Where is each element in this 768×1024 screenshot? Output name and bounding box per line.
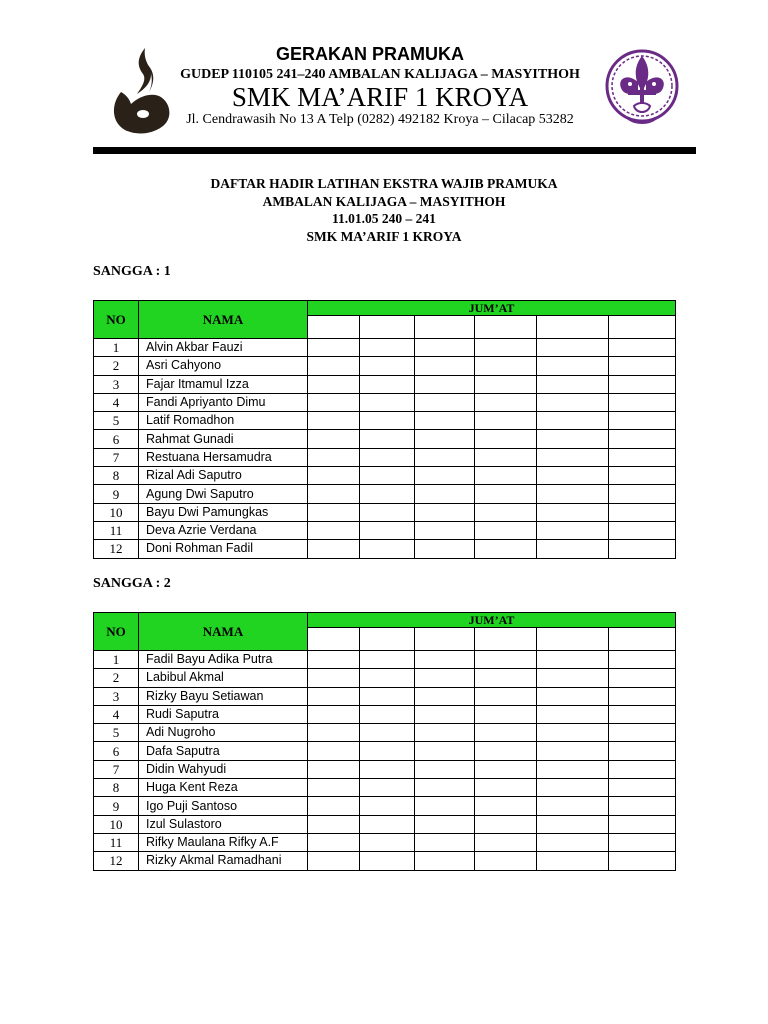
sangga2-attendance-table bbox=[93, 612, 676, 871]
attendance-cell[interactable] bbox=[360, 412, 415, 430]
attendance-cell[interactable] bbox=[537, 521, 609, 539]
attendance-cell[interactable] bbox=[609, 815, 676, 833]
table-row bbox=[94, 687, 676, 705]
attendance-cell[interactable] bbox=[475, 705, 537, 723]
attendance-cell[interactable] bbox=[475, 430, 537, 448]
member-name: Izul Sulastoro bbox=[139, 815, 308, 833]
attendance-cell[interactable] bbox=[609, 669, 676, 687]
table-row bbox=[94, 485, 676, 503]
member-name: Rizky Bayu Setiawan bbox=[139, 687, 308, 705]
row-number: 9 bbox=[94, 797, 139, 815]
attendance-cell[interactable] bbox=[360, 393, 415, 411]
attendance-cell[interactable] bbox=[308, 724, 360, 742]
attendance-cell[interactable] bbox=[308, 485, 360, 503]
attendance-cell[interactable] bbox=[308, 448, 360, 466]
member-name: Restuana Hersamudra bbox=[139, 448, 308, 466]
attendance-cell[interactable] bbox=[475, 467, 537, 485]
attendance-cell[interactable] bbox=[415, 779, 475, 797]
table-row bbox=[94, 724, 676, 742]
date-cell[interactable] bbox=[308, 628, 360, 651]
date-cell[interactable] bbox=[360, 316, 415, 339]
attendance-cell[interactable] bbox=[415, 521, 475, 539]
attendance-cell[interactable] bbox=[537, 503, 609, 521]
attendance-cell[interactable] bbox=[360, 815, 415, 833]
attendance-cell[interactable] bbox=[475, 339, 537, 357]
row-number: 7 bbox=[94, 760, 139, 778]
row-number: 3 bbox=[94, 375, 139, 393]
attendance-cell[interactable] bbox=[308, 815, 360, 833]
attendance-cell[interactable] bbox=[609, 742, 676, 760]
table-row bbox=[94, 779, 676, 797]
attendance-cell[interactable] bbox=[360, 669, 415, 687]
table-row bbox=[94, 393, 676, 411]
attendance-cell[interactable] bbox=[308, 760, 360, 778]
attendance-cell[interactable] bbox=[537, 357, 609, 375]
row-number: 9 bbox=[94, 485, 139, 503]
attendance-cell[interactable] bbox=[537, 393, 609, 411]
attendance-cell[interactable] bbox=[360, 833, 415, 851]
attendance-cell[interactable] bbox=[360, 375, 415, 393]
attendance-cell[interactable] bbox=[308, 357, 360, 375]
col-header-nama: NAMA bbox=[139, 301, 308, 339]
attendance-cell[interactable] bbox=[308, 651, 360, 669]
attendance-cell[interactable] bbox=[415, 448, 475, 466]
attendance-cell[interactable] bbox=[360, 430, 415, 448]
attendance-cell[interactable] bbox=[537, 742, 609, 760]
date-cell[interactable] bbox=[360, 628, 415, 651]
sangga1-label: SANGGA : 1 bbox=[93, 264, 171, 279]
row-number: 1 bbox=[94, 651, 139, 669]
member-name: Fandi Apriyanto Dimu bbox=[139, 393, 308, 411]
attendance-cell[interactable] bbox=[415, 760, 475, 778]
attendance-cell[interactable] bbox=[360, 521, 415, 539]
table-row bbox=[94, 339, 676, 357]
attendance-cell[interactable] bbox=[609, 724, 676, 742]
attendance-cell[interactable] bbox=[475, 540, 537, 558]
member-name: Rudi Saputra bbox=[139, 705, 308, 723]
attendance-cell[interactable] bbox=[308, 339, 360, 357]
attendance-cell[interactable] bbox=[609, 412, 676, 430]
attendance-cell[interactable] bbox=[475, 833, 537, 851]
attendance-cell[interactable] bbox=[537, 815, 609, 833]
attendance-cell[interactable] bbox=[537, 705, 609, 723]
attendance-cell[interactable] bbox=[360, 687, 415, 705]
col-header-no: NO bbox=[94, 613, 139, 651]
table-row bbox=[94, 467, 676, 485]
row-number: 12 bbox=[94, 852, 139, 870]
attendance-cell[interactable] bbox=[308, 669, 360, 687]
table-row bbox=[94, 503, 676, 521]
attendance-cell[interactable] bbox=[475, 687, 537, 705]
attendance-cell[interactable] bbox=[537, 375, 609, 393]
attendance-cell[interactable] bbox=[360, 485, 415, 503]
attendance-cell[interactable] bbox=[415, 705, 475, 723]
attendance-cell[interactable] bbox=[475, 779, 537, 797]
attendance-cell[interactable] bbox=[609, 797, 676, 815]
member-name: Labibul Akmal bbox=[139, 669, 308, 687]
date-cell[interactable] bbox=[415, 316, 475, 339]
attendance-cell[interactable] bbox=[415, 412, 475, 430]
attendance-cell[interactable] bbox=[415, 815, 475, 833]
row-number: 11 bbox=[94, 833, 139, 851]
attendance-cell[interactable] bbox=[537, 687, 609, 705]
attendance-cell[interactable] bbox=[609, 687, 676, 705]
attendance-cell[interactable] bbox=[609, 339, 676, 357]
member-name: Doni Rohman Fadil bbox=[139, 540, 308, 558]
attendance-cell[interactable] bbox=[415, 357, 475, 375]
col-header-jumat: JUM’AT bbox=[308, 301, 676, 316]
attendance-cell[interactable] bbox=[475, 669, 537, 687]
attendance-cell[interactable] bbox=[609, 852, 676, 870]
attendance-cell[interactable] bbox=[475, 651, 537, 669]
attendance-cell[interactable] bbox=[360, 540, 415, 558]
attendance-cell[interactable] bbox=[308, 540, 360, 558]
sangga2-label: SANGGA : 2 bbox=[93, 576, 171, 591]
attendance-cell[interactable] bbox=[537, 797, 609, 815]
attendance-cell[interactable] bbox=[537, 485, 609, 503]
attendance-cell[interactable] bbox=[475, 485, 537, 503]
attendance-cell[interactable] bbox=[360, 503, 415, 521]
member-name: Asri Cahyono bbox=[139, 357, 308, 375]
row-number: 11 bbox=[94, 521, 139, 539]
attendance-cell[interactable] bbox=[537, 724, 609, 742]
row-number: 5 bbox=[94, 724, 139, 742]
member-name: Rahmat Gunadi bbox=[139, 430, 308, 448]
attendance-cell[interactable] bbox=[308, 375, 360, 393]
table-row bbox=[94, 742, 676, 760]
attendance-cell[interactable] bbox=[308, 742, 360, 760]
attendance-cell[interactable] bbox=[415, 833, 475, 851]
org-name: GERAKAN PRAMUKA bbox=[276, 44, 464, 64]
attendance-cell[interactable] bbox=[308, 393, 360, 411]
attendance-cell[interactable] bbox=[415, 393, 475, 411]
attendance-cell[interactable] bbox=[308, 467, 360, 485]
member-name: Rizal Adi Saputro bbox=[139, 467, 308, 485]
attendance-cell[interactable] bbox=[609, 485, 676, 503]
table-row bbox=[94, 760, 676, 778]
attendance-cell[interactable] bbox=[609, 540, 676, 558]
gudep-line: GUDEP 110105 241–240 AMBALAN KALIJAGA – MASYITHOH bbox=[180, 67, 580, 82]
school-name: SMK MA’ARIF 1 KROYA bbox=[231, 82, 529, 112]
attendance-cell[interactable] bbox=[609, 503, 676, 521]
member-name: Fadil Bayu Adika Putra bbox=[139, 651, 308, 669]
attendance-cell[interactable] bbox=[537, 760, 609, 778]
attendance-cell[interactable] bbox=[475, 412, 537, 430]
attendance-cell[interactable] bbox=[360, 852, 415, 870]
attendance-cell[interactable] bbox=[609, 521, 676, 539]
attendance-cell[interactable] bbox=[537, 852, 609, 870]
table-row bbox=[94, 412, 676, 430]
attendance-cell[interactable] bbox=[360, 339, 415, 357]
attendance-cell[interactable] bbox=[537, 669, 609, 687]
table-row bbox=[94, 357, 676, 375]
date-cell[interactable] bbox=[475, 628, 537, 651]
attendance-cell[interactable] bbox=[308, 412, 360, 430]
attendance-cell[interactable] bbox=[415, 503, 475, 521]
table-row bbox=[94, 797, 676, 815]
attendance-cell[interactable] bbox=[360, 779, 415, 797]
attendance-cell[interactable] bbox=[537, 651, 609, 669]
attendance-cell[interactable] bbox=[415, 430, 475, 448]
attendance-cell[interactable] bbox=[308, 430, 360, 448]
attendance-cell[interactable] bbox=[415, 651, 475, 669]
attendance-cell[interactable] bbox=[308, 503, 360, 521]
date-cell[interactable] bbox=[308, 316, 360, 339]
row-number: 10 bbox=[94, 815, 139, 833]
attendance-cell[interactable] bbox=[475, 852, 537, 870]
member-name: Deva Azrie Verdana bbox=[139, 521, 308, 539]
member-name: Igo Puji Santoso bbox=[139, 797, 308, 815]
attendance-cell[interactable] bbox=[308, 779, 360, 797]
attendance-cell[interactable] bbox=[360, 651, 415, 669]
attendance-cell[interactable] bbox=[609, 430, 676, 448]
attendance-cell[interactable] bbox=[308, 797, 360, 815]
doc-title-line3: 11.01.05 240 – 241 bbox=[332, 211, 436, 226]
col-header-nama: NAMA bbox=[139, 613, 308, 651]
date-cell[interactable] bbox=[537, 628, 609, 651]
table-row bbox=[94, 521, 676, 539]
attendance-cell[interactable] bbox=[537, 448, 609, 466]
row-number: 4 bbox=[94, 393, 139, 411]
attendance-cell[interactable] bbox=[537, 339, 609, 357]
member-name: Alvin Akbar Fauzi bbox=[139, 339, 308, 357]
row-number: 6 bbox=[94, 430, 139, 448]
member-name: Bayu Dwi Pamungkas bbox=[139, 503, 308, 521]
member-name: Didin Wahyudi bbox=[139, 760, 308, 778]
attendance-cell[interactable] bbox=[308, 833, 360, 851]
attendance-cell[interactable] bbox=[360, 742, 415, 760]
row-number: 12 bbox=[94, 540, 139, 558]
attendance-cell[interactable] bbox=[537, 833, 609, 851]
row-number: 10 bbox=[94, 503, 139, 521]
col-header-no: NO bbox=[94, 301, 139, 339]
row-number: 5 bbox=[94, 412, 139, 430]
row-number: 4 bbox=[94, 705, 139, 723]
table-row bbox=[94, 430, 676, 448]
attendance-cell[interactable] bbox=[360, 467, 415, 485]
attendance-cell[interactable] bbox=[308, 687, 360, 705]
attendance-cell[interactable] bbox=[475, 375, 537, 393]
attendance-cell[interactable] bbox=[415, 467, 475, 485]
member-name: Rizky Akmal Ramadhani bbox=[139, 852, 308, 870]
attendance-cell[interactable] bbox=[475, 503, 537, 521]
date-cell[interactable] bbox=[537, 316, 609, 339]
attendance-cell[interactable] bbox=[537, 779, 609, 797]
attendance-cell[interactable] bbox=[475, 393, 537, 411]
attendance-cell[interactable] bbox=[609, 833, 676, 851]
member-name: Dafa Saputra bbox=[139, 742, 308, 760]
attendance-cell[interactable] bbox=[415, 687, 475, 705]
attendance-cell[interactable] bbox=[475, 815, 537, 833]
attendance-cell[interactable] bbox=[609, 393, 676, 411]
scout-fleur-de-lis-icon bbox=[604, 44, 680, 130]
attendance-cell[interactable] bbox=[609, 651, 676, 669]
attendance-cell[interactable] bbox=[415, 742, 475, 760]
table-row bbox=[94, 852, 676, 870]
doc-title-line4: SMK MA’ARIF 1 KROYA bbox=[306, 229, 462, 244]
table-row bbox=[94, 815, 676, 833]
table-row bbox=[94, 705, 676, 723]
attendance-cell[interactable] bbox=[360, 705, 415, 723]
attendance-cell[interactable] bbox=[609, 467, 676, 485]
table-row bbox=[94, 448, 676, 466]
attendance-cell[interactable] bbox=[609, 705, 676, 723]
attendance-cell[interactable] bbox=[475, 797, 537, 815]
col-header-jumat: JUM’AT bbox=[308, 613, 676, 628]
attendance-cell[interactable] bbox=[308, 705, 360, 723]
attendance-cell[interactable] bbox=[475, 357, 537, 375]
attendance-cell[interactable] bbox=[537, 467, 609, 485]
doc-title-line2: AMBALAN KALIJAGA – MASYITHOH bbox=[262, 194, 506, 209]
attendance-cell[interactable] bbox=[415, 540, 475, 558]
row-number: 8 bbox=[94, 779, 139, 797]
table-row bbox=[94, 651, 676, 669]
row-number: 2 bbox=[94, 669, 139, 687]
attendance-cell[interactable] bbox=[609, 448, 676, 466]
attendance-cell[interactable] bbox=[308, 521, 360, 539]
attendance-cell[interactable] bbox=[415, 724, 475, 742]
header-divider bbox=[93, 147, 696, 154]
row-number: 1 bbox=[94, 339, 139, 357]
attendance-cell[interactable] bbox=[609, 760, 676, 778]
attendance-cell[interactable] bbox=[537, 412, 609, 430]
member-name: Rifky Maulana Rifky A.F bbox=[139, 833, 308, 851]
attendance-cell[interactable] bbox=[360, 357, 415, 375]
attendance-cell[interactable] bbox=[308, 852, 360, 870]
attendance-cell[interactable] bbox=[415, 339, 475, 357]
member-name: Latif Romadhon bbox=[139, 412, 308, 430]
date-cell[interactable] bbox=[609, 316, 676, 339]
sangga1-attendance-table bbox=[93, 300, 676, 559]
row-number: 7 bbox=[94, 448, 139, 466]
date-cell[interactable] bbox=[415, 628, 475, 651]
row-number: 6 bbox=[94, 742, 139, 760]
doc-title-line1: DAFTAR HADIR LATIHAN EKSTRA WAJIB PRAMUKA bbox=[210, 176, 558, 191]
attendance-cell[interactable] bbox=[360, 797, 415, 815]
school-address: Jl. Cendrawasih No 13 A Telp (0282) 492182 Kroya – Cilacap 53282 bbox=[186, 112, 574, 127]
attendance-cell[interactable] bbox=[609, 779, 676, 797]
attendance-cell[interactable] bbox=[475, 448, 537, 466]
attendance-cell[interactable] bbox=[360, 760, 415, 778]
table-row bbox=[94, 833, 676, 851]
member-name: Fajar Itmamul Izza bbox=[139, 375, 308, 393]
attendance-cell[interactable] bbox=[415, 375, 475, 393]
member-name: Huga Kent Reza bbox=[139, 779, 308, 797]
member-name: Agung Dwi Saputro bbox=[139, 485, 308, 503]
attendance-cell[interactable] bbox=[475, 742, 537, 760]
attendance-cell[interactable] bbox=[415, 797, 475, 815]
date-cell[interactable] bbox=[609, 628, 676, 651]
row-number: 8 bbox=[94, 467, 139, 485]
attendance-cell[interactable] bbox=[537, 430, 609, 448]
attendance-cell[interactable] bbox=[360, 448, 415, 466]
attendance-cell[interactable] bbox=[475, 521, 537, 539]
attendance-cell[interactable] bbox=[415, 485, 475, 503]
attendance-cell[interactable] bbox=[360, 724, 415, 742]
row-number: 3 bbox=[94, 687, 139, 705]
attendance-cell[interactable] bbox=[537, 540, 609, 558]
attendance-cell[interactable] bbox=[415, 669, 475, 687]
attendance-cell[interactable] bbox=[609, 375, 676, 393]
table-row bbox=[94, 375, 676, 393]
date-cell[interactable] bbox=[475, 316, 537, 339]
row-number: 2 bbox=[94, 357, 139, 375]
attendance-cell[interactable] bbox=[415, 852, 475, 870]
attendance-cell[interactable] bbox=[475, 760, 537, 778]
table-row bbox=[94, 669, 676, 687]
attendance-cell[interactable] bbox=[475, 724, 537, 742]
attendance-cell[interactable] bbox=[609, 357, 676, 375]
member-name: Adi Nugroho bbox=[139, 724, 308, 742]
table-row bbox=[94, 540, 676, 558]
